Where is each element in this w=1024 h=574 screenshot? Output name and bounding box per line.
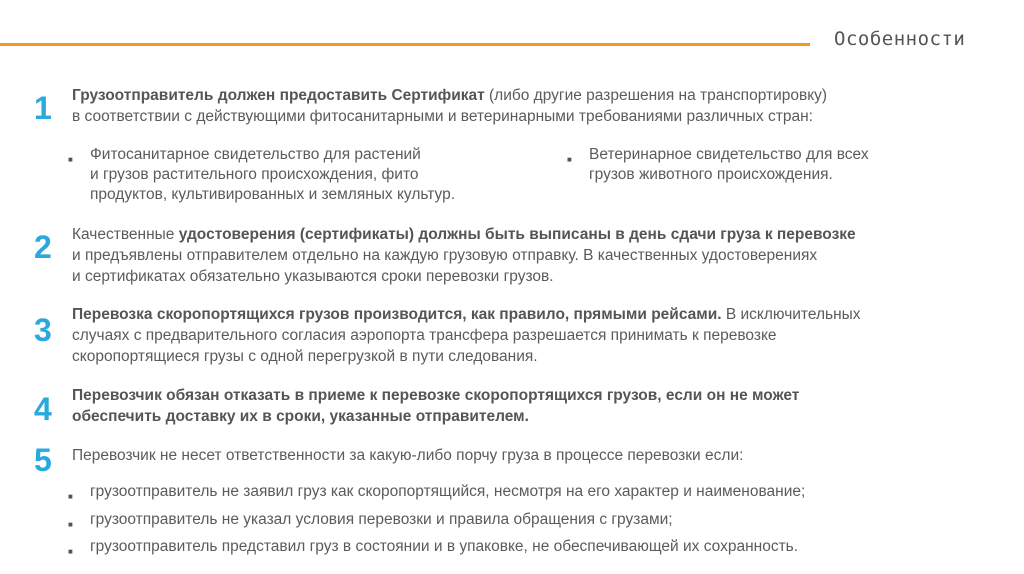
item-number-5: 5 xyxy=(34,442,52,478)
item-3-text xyxy=(72,304,982,367)
item-2-line2: и предъявлены отправителем отдельно на каждую грузовую отправку. В качественных удостоверениях xyxy=(72,247,818,264)
bullet-icon: ■ xyxy=(68,492,73,501)
item-number-3: 3 xyxy=(34,312,52,348)
item-2-line3: и сертификатах обязательно указываются сроки перевозки грузов. xyxy=(72,268,554,285)
item-2-text xyxy=(72,224,982,287)
bullet-icon: ■ xyxy=(567,155,572,164)
item-1-bullet-2 xyxy=(567,145,969,185)
bullet-1-line-1: Фитосанитарное свидетельство для растений xyxy=(90,146,421,163)
item-1-text xyxy=(72,85,982,127)
item-number-4: 4 xyxy=(34,391,52,427)
item-5-line1: Перевозчик не несет ответственности за какую-либо порчу груза в процессе перевозки если: xyxy=(72,447,744,464)
header-divider xyxy=(0,43,810,46)
item-1-bullet-1 xyxy=(68,145,540,205)
bullet-icon: ■ xyxy=(68,520,73,529)
item-5-bullet-3 xyxy=(68,537,799,557)
item-3-line2: случаях с предварительного согласия аэропорта трансфера разрешается принимать к перевозке xyxy=(72,327,777,344)
item-3-bold: Перевозка скоропортящихся грузов производится, как правило, прямыми рейсами. xyxy=(72,306,722,323)
bullet-2-line-1: Ветеринарное свидетельство для всех xyxy=(589,146,869,163)
item-2-bold: удостоверения (сертификаты) должны быть выписаны в день сдачи груза к перевозке xyxy=(178,226,856,243)
item-1-line2: в соответствии с действующими фитосанитарными и ветеринарными требованиями различных стран: xyxy=(72,108,813,125)
item-2-pre: Качественные xyxy=(72,226,179,243)
item-4-bold-line2: обеспечить доставку их в сроки, указанные отправителем. xyxy=(72,408,529,425)
item-1-rest: (либо другие разрешения на транспортировку) xyxy=(484,87,828,104)
item-number-2: 2 xyxy=(34,229,52,265)
bullet-icon: ■ xyxy=(68,547,73,556)
item-1-bold: Грузоотправитель должен предоставить Сертификат xyxy=(72,87,485,104)
item-5-bullet-2 xyxy=(68,510,673,530)
item-5-bullet-2-text: грузоотправитель не указал условия перевозки и правила обращения с грузами; xyxy=(90,511,673,528)
bullet-2-line-2: грузов животного происхождения. xyxy=(589,166,833,183)
item-5-bullet-1-text: грузоотправитель не заявил груз как скоропортящийся, несмотря на его характер и наименование; xyxy=(90,483,806,500)
item-3-line3: скоропортящиеся грузы с одной перегрузкой в пути следования. xyxy=(72,348,538,365)
page-title: Особенности xyxy=(834,28,966,50)
bullet-icon: ■ xyxy=(68,155,73,164)
item-5-bullet-1 xyxy=(68,482,806,502)
item-4-bold-line1: Перевозчик обязан отказать в приеме к перевозке скоропортящихся грузов, если он не может xyxy=(72,387,800,404)
item-5-text xyxy=(72,445,982,466)
bullet-1-line-3: продуктов, культивированных и земляных культур. xyxy=(90,186,456,203)
item-number-1: 1 xyxy=(34,90,52,126)
item-3-rest: В исключительных xyxy=(721,306,861,323)
bullet-1-line-2: и грузов растительного происхождения, фито xyxy=(90,166,419,183)
item-5-bullet-3-text: грузоотправитель представил груз в состоянии и в упаковке, не обеспечивающей их сохранность. xyxy=(90,538,799,555)
item-4-text xyxy=(72,385,982,427)
